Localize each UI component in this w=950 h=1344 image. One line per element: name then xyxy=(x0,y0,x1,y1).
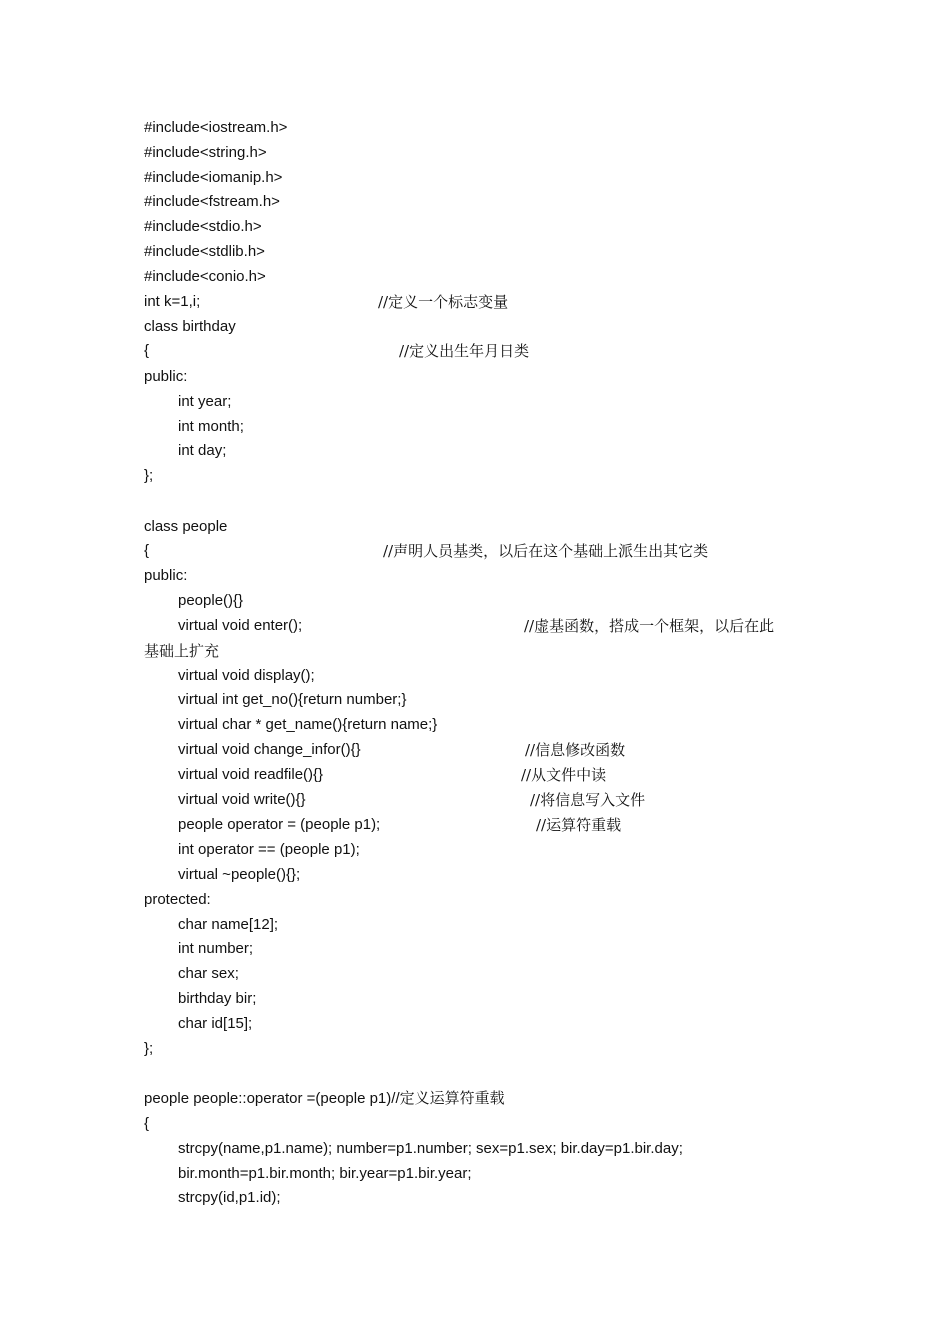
code-line-include-string: #include<string.h> xyxy=(144,144,267,161)
code-comment-birthday-class: //定义出生年月日类 xyxy=(399,342,530,360)
code-line-include-conio: #include<conio.h> xyxy=(144,268,266,285)
code-line-public: public: xyxy=(144,567,188,584)
code-line-char-sex: char sex; xyxy=(178,965,239,982)
code-line-int-number: int number; xyxy=(178,940,254,957)
code-line-strcpy-name: strcpy(name,p1.name); number=p1.number; sex=p1.sex; bir.day=p1.bir.day; xyxy=(178,1140,683,1157)
code-line-virtual-readfile: virtual void readfile(){} xyxy=(178,766,324,783)
code-line-virtual-change-infor: virtual void change_infor(){} xyxy=(178,741,361,758)
code-line-protected: protected: xyxy=(144,891,211,908)
code-line-class-birthday: class birthday xyxy=(144,318,236,335)
code-line-public: public: xyxy=(144,368,188,385)
code-line-virtual-destructor: virtual ~people(){}; xyxy=(178,866,301,883)
code-line-include-iomanip: #include<iomanip.h> xyxy=(144,169,283,186)
code-line-open-brace: { xyxy=(144,1115,150,1132)
code-line-close-brace: }; xyxy=(144,467,154,484)
code-comment-virtual-function: //虚基函数，搭成一个框架，以后在此 xyxy=(524,617,775,635)
code-line-virtual-enter: virtual void enter(); xyxy=(178,617,303,634)
code-line-include-stdlib: #include<stdlib.h> xyxy=(144,243,265,260)
code-line-operator-equal: int operator == (people p1); xyxy=(178,841,360,858)
code-line-include-iostream: #include<iostream.h> xyxy=(144,119,288,136)
code-line-operator-definition: people people::operator =(people p1)//定义运算符重载 xyxy=(144,1090,505,1107)
code-line-birthday-bir: birthday bir; xyxy=(178,990,257,1007)
code-line-open-brace: { xyxy=(144,542,150,559)
code-line-int-day: int day; xyxy=(178,442,227,459)
code-line-include-stdio: #include<stdio.h> xyxy=(144,218,262,235)
code-line-strcpy-id: strcpy(id,p1.id); xyxy=(178,1189,281,1206)
code-comment-flag-variable: //定义一个标志变量 xyxy=(378,293,509,311)
code-line-char-name: char name[12]; xyxy=(178,916,279,933)
code-line-class-people: class people xyxy=(144,518,228,535)
code-line-virtual-display: virtual void display(); xyxy=(178,667,315,684)
code-comment-people-base-class: //声明人员基类，以后在这个基础上派生出其它类 xyxy=(383,542,709,560)
code-comment-modify-info: //信息修改函数 xyxy=(525,741,626,759)
code-line-char-id: char id[15]; xyxy=(178,1015,253,1032)
code-line-open-brace: { xyxy=(144,342,150,359)
code-comment-write-file: //将信息写入文件 xyxy=(530,791,646,809)
code-line-virtual-write: virtual void write(){} xyxy=(178,791,306,808)
code-line-int-k: int k=1,i; xyxy=(144,293,201,310)
code-line-include-fstream: #include<fstream.h> xyxy=(144,193,280,210)
code-line-close-brace: }; xyxy=(144,1040,154,1057)
code-line-virtual-get-name: virtual char * get_name(){return name;} xyxy=(178,716,438,733)
code-comment-operator-overload: //运算符重载 xyxy=(536,816,622,834)
code-line-people-constructor: people(){} xyxy=(178,592,244,609)
code-line-virtual-get-no: virtual int get_no(){return number;} xyxy=(178,691,407,708)
code-line-int-year: int year; xyxy=(178,393,232,410)
code-line-bir-month-year: bir.month=p1.bir.month; bir.year=p1.bir.year; xyxy=(178,1165,472,1182)
code-line-int-month: int month; xyxy=(178,418,244,435)
code-comment-continuation: 基础上扩充 xyxy=(144,642,220,660)
code-comment-read-file: //从文件中读 xyxy=(521,766,607,784)
code-line-operator-assign: people operator = (people p1); xyxy=(178,816,381,833)
